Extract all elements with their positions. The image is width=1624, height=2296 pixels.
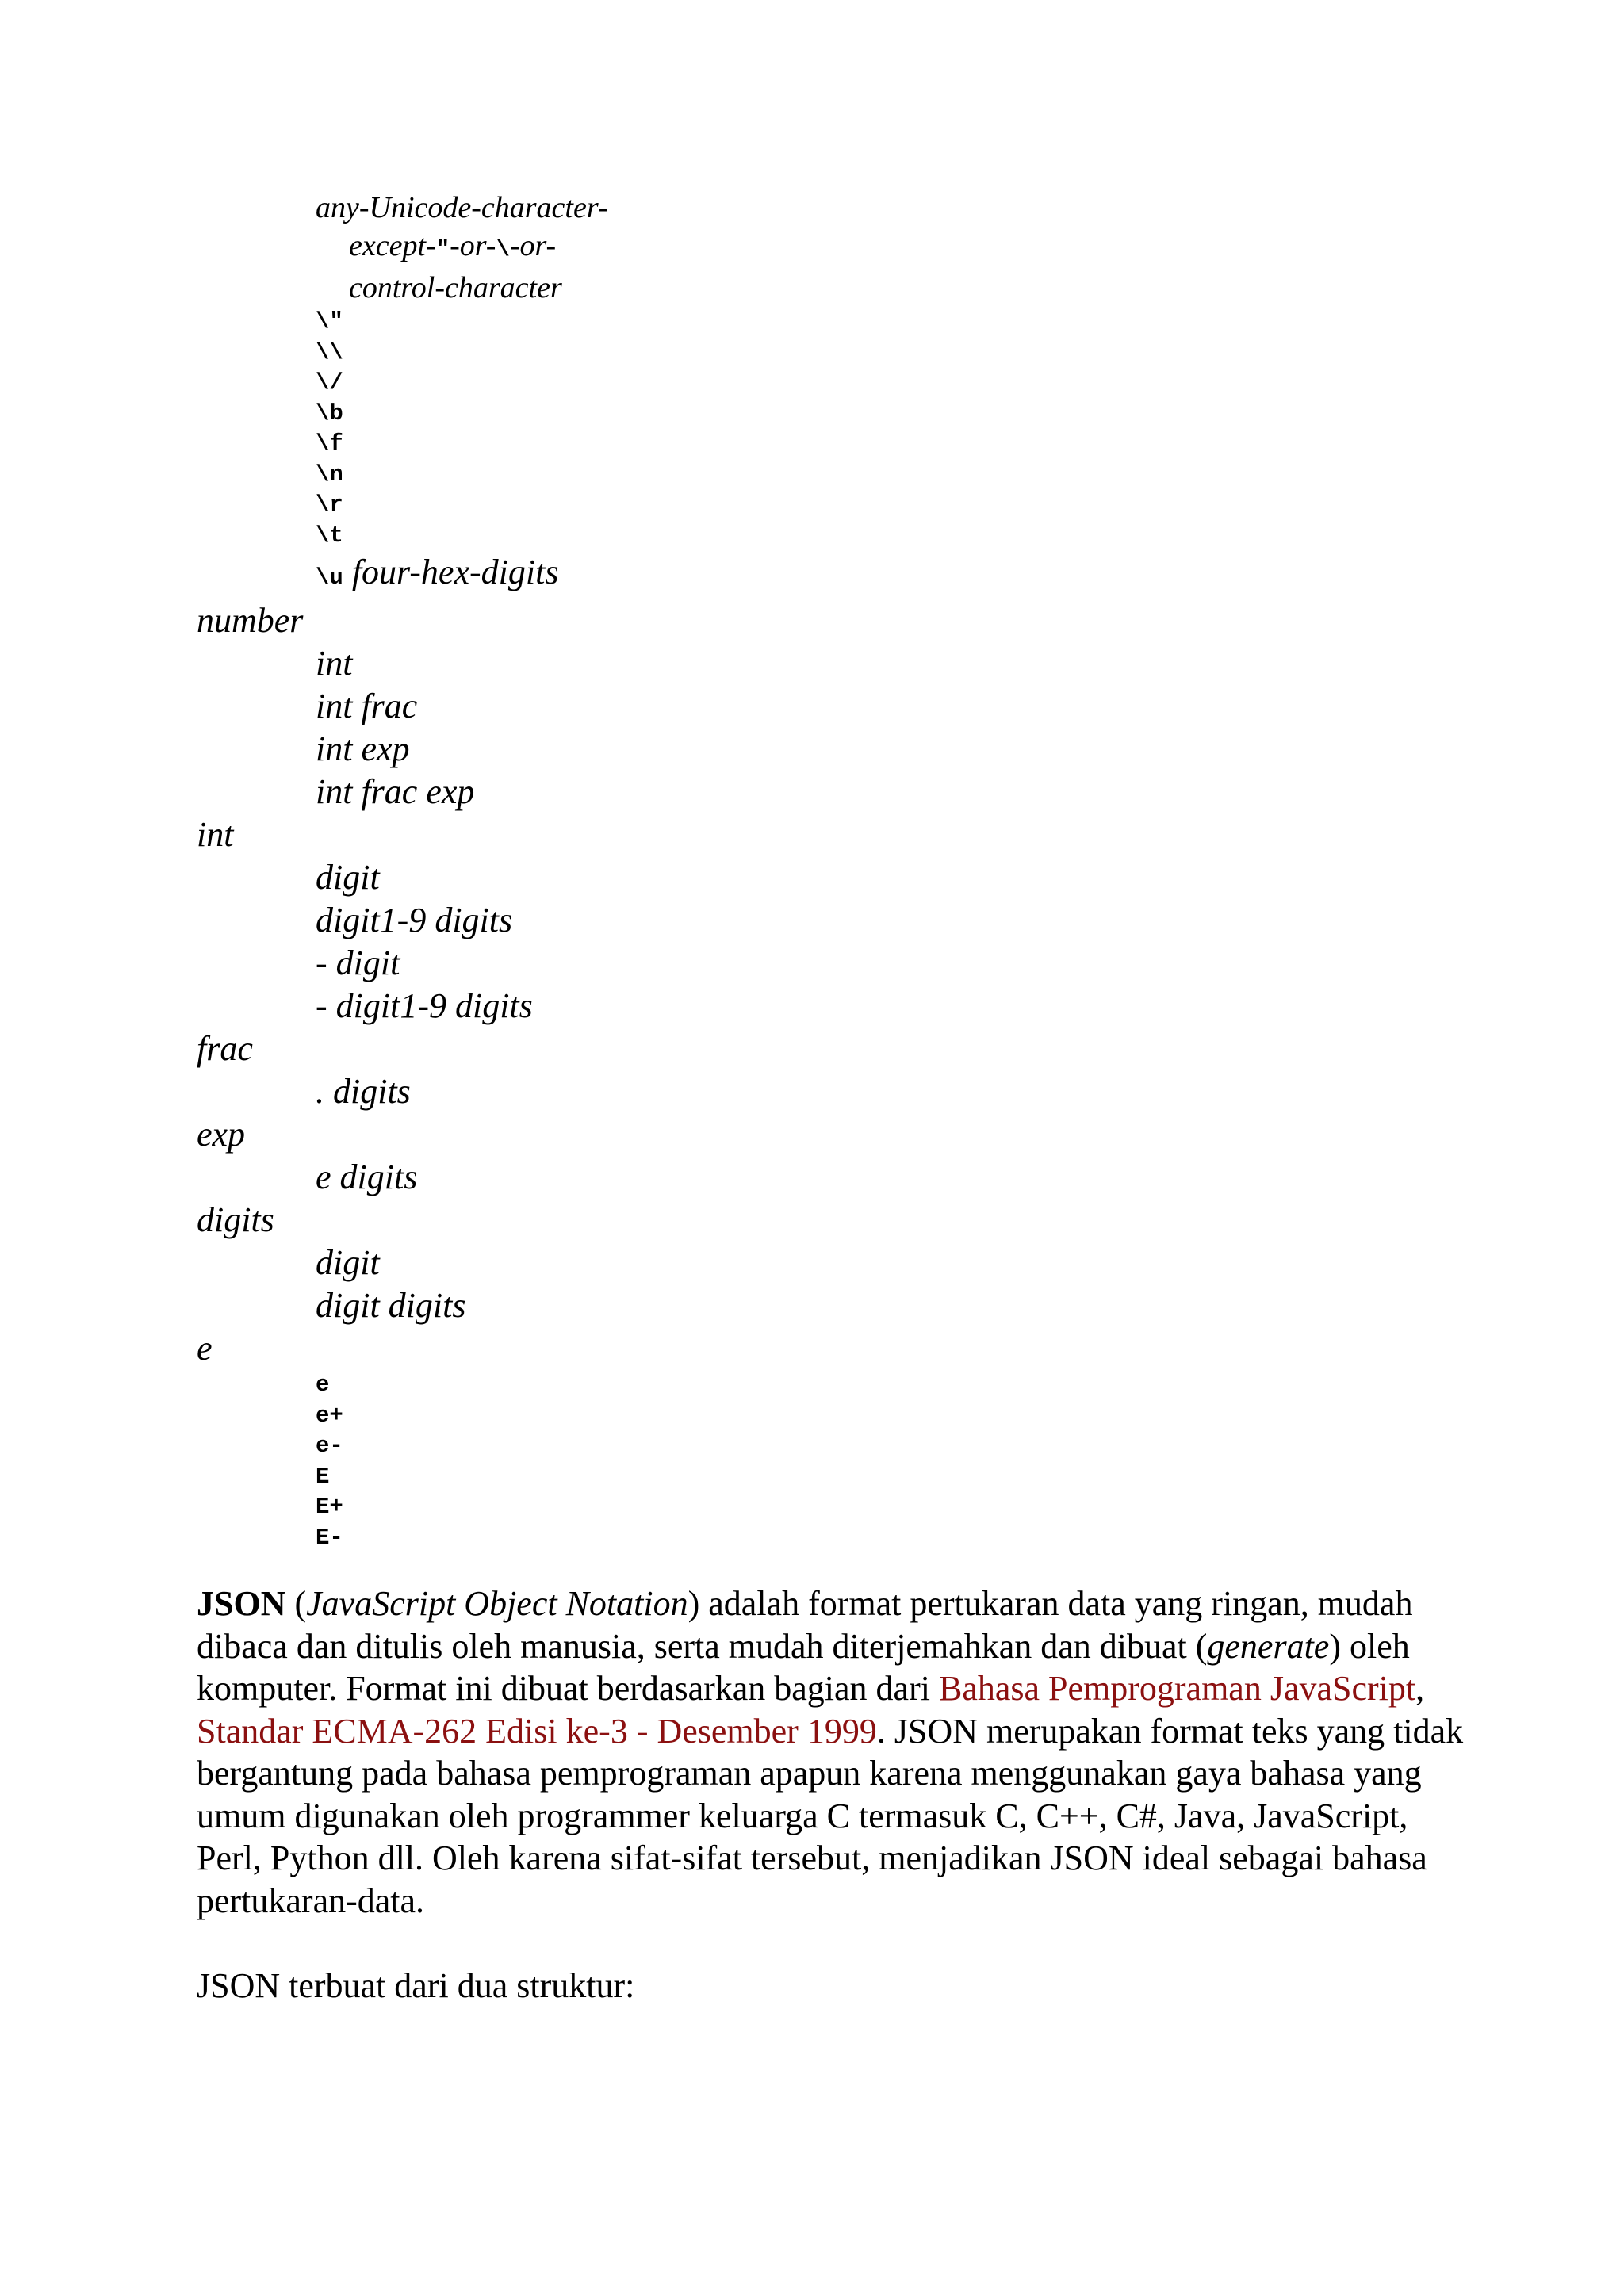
rule-name: int [197, 815, 234, 854]
json-structure-paragraph: JSON terbuat dari dua struktur: [197, 1966, 635, 2005]
rule-alt: e- [316, 1433, 343, 1459]
rule-alt: digit1-9 digits [316, 901, 513, 939]
rule-alternatives [316, 1070, 1545, 1113]
char-alt-text: -or- [450, 229, 496, 262]
grammar-listing [197, 189, 1545, 1553]
escape-alt: \" [316, 308, 343, 335]
json-intro-paragraph [197, 1582, 1465, 1922]
rule-number [197, 599, 1545, 813]
rule-alt: digit [316, 858, 380, 897]
char-alt-line: any-Unicode-character- [316, 191, 608, 224]
rule-alt: int [316, 644, 353, 683]
paragraph-text: ) adalah format pertukaran data yang ringan, mudah dibaca dan ditulis oleh manusia, serta mudah diterjemahkan dan dibuat ( [197, 1584, 1413, 1666]
backslash-char: \ [496, 236, 510, 262]
rule-alt: E- [316, 1524, 343, 1551]
javascript-language-link[interactable]: Bahasa Pemprograman JavaScript [938, 1669, 1416, 1708]
rule-frac [197, 1027, 1545, 1113]
char-alt-line [316, 227, 1545, 269]
rule-alt: e+ [316, 1402, 343, 1429]
char-alt-text: except- [349, 229, 436, 262]
rule-alt: int frac [316, 687, 418, 725]
char-alt-line: control-character [349, 271, 562, 304]
rule-alt: digit digits [316, 1286, 466, 1325]
char-alt-text: -or- [509, 229, 557, 262]
char-alternatives [316, 189, 1545, 599]
paragraph-text: . JSON merupakan format teks yang tidak bergantung pada bahasa pemprograman apapun karena menggunakan gaya bahasa yang umum digunakan oleh programmer keluarga C termasuk C, C++, C#, Java, JavaScript, Perl, Python dll. Oleh karena sifat-sifat tersebut, menjadikan JSON ideal sebagai bahasa pertukaran-data. [197, 1711, 1464, 1920]
rule-name: frac [197, 1029, 253, 1068]
rule-name: e [197, 1329, 213, 1368]
paragraph-text: , [1415, 1669, 1425, 1708]
rule-alt: int exp [316, 729, 410, 768]
rule-digits [197, 1199, 1545, 1327]
rule-e [197, 1327, 1545, 1553]
unicode-prefix: \u [316, 564, 343, 591]
rule-alt: . digits [316, 1072, 411, 1111]
rule-name: exp [197, 1115, 246, 1154]
quote-char: " [435, 236, 450, 262]
rule-alternatives [316, 1370, 1545, 1553]
json-expansion: JavaScript Object Notation [306, 1584, 688, 1623]
escape-alt: \n [316, 461, 343, 488]
rule-alternatives [316, 856, 1545, 1027]
rule-alt: - digit1-9 digits [316, 986, 533, 1025]
rule-name: digits [197, 1200, 274, 1239]
rule-alt: E+ [316, 1494, 343, 1520]
escape-alt: \f [316, 430, 343, 457]
ecma-262-link[interactable]: Standar ECMA-262 Edisi ke-3 - Desember 1999 [197, 1711, 877, 1751]
rule-alternatives [316, 642, 1545, 813]
escape-alt: \b [316, 400, 343, 427]
escape-alt: \/ [316, 369, 343, 396]
json-term: JSON [197, 1584, 286, 1623]
rule-name: number [197, 601, 304, 640]
escape-alt: \r [316, 492, 343, 518]
unicode-rest: four-hex-digits [351, 553, 559, 591]
char-alt-any-unicode [316, 189, 1545, 307]
rule-alt: - digit [316, 943, 400, 982]
rule-alt: e [316, 1372, 330, 1398]
generate-term: generate [1207, 1626, 1330, 1666]
rule-exp [197, 1113, 1545, 1199]
rule-alt: int frac exp [316, 772, 475, 811]
paragraph-text: ( [285, 1584, 307, 1623]
paragraph-text: ) oleh komputer. Format ini dibuat berdasarkan bagian dari [197, 1626, 1410, 1708]
unicode-escape-alt [316, 551, 1545, 599]
escape-alt: \\ [316, 339, 343, 365]
rule-alt: e digits [316, 1158, 418, 1196]
rule-alt: digit [316, 1243, 380, 1282]
rule-alternatives [316, 1156, 1545, 1199]
rule-alternatives [316, 1242, 1545, 1327]
escape-alt: \t [316, 522, 343, 549]
rule-alt: E [316, 1463, 330, 1490]
rule-int [197, 813, 1545, 1027]
